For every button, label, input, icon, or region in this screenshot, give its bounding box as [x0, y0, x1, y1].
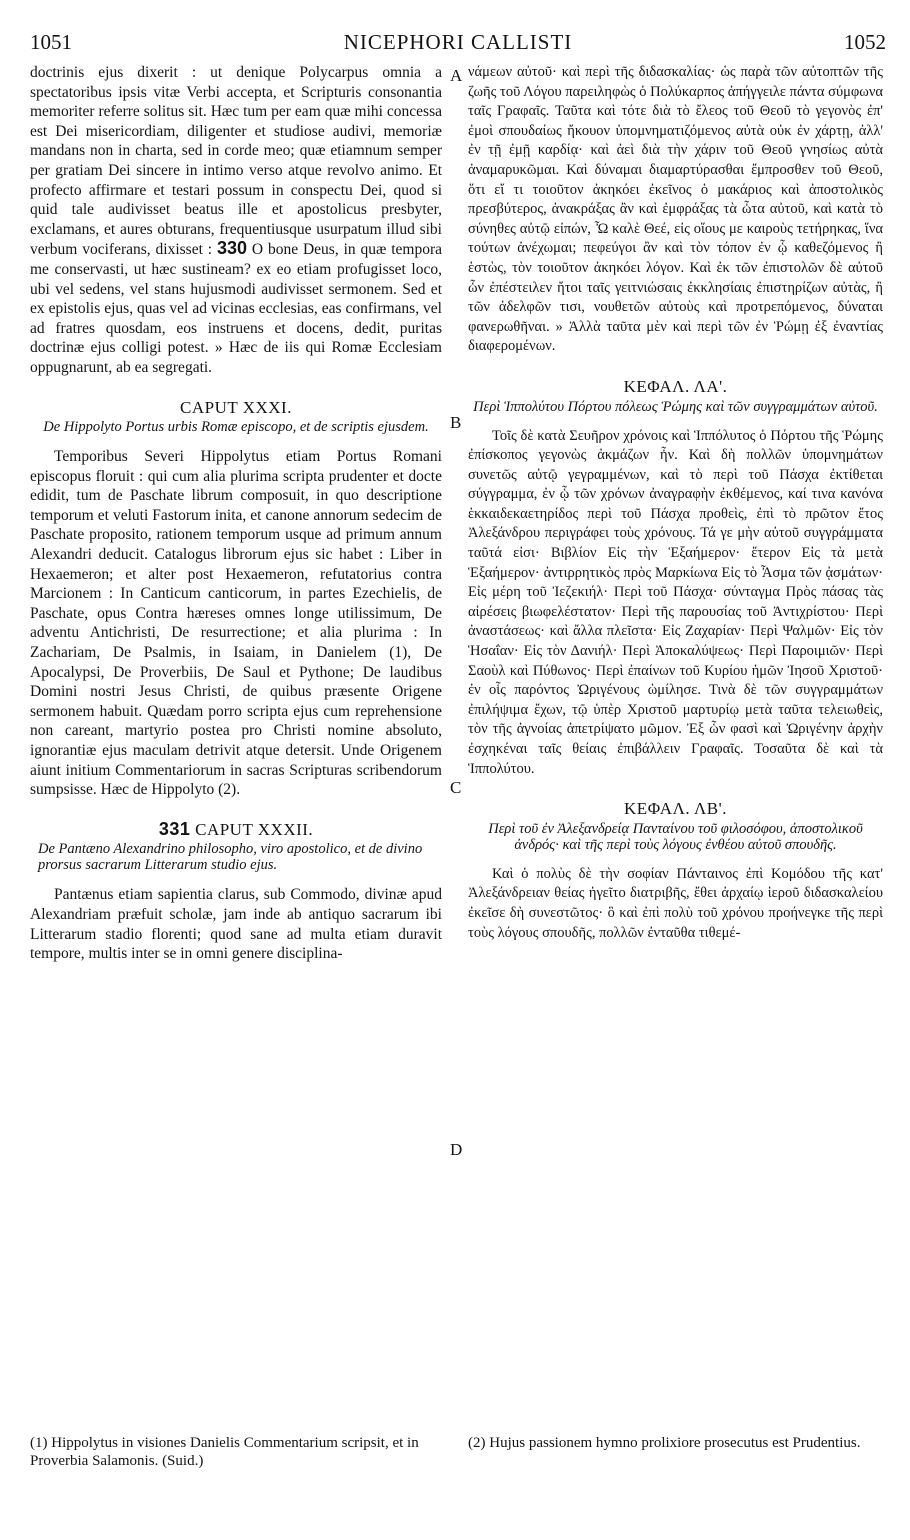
latin-text: O bone Deus, in quæ tempora me conservasti, ut hæc sustineam? ex eo etiam profugisset loco, ubi vel sedens, vel stans hujusmodi audivisset sermonem. Sed et ex epistolis ejus, quas vel ad vicinas ecclesias, eas confirmans, vel ad fratres quosdam, eos instruens et docens, dedit, puritas doctrinæ ejus colligi potest. » Hæc de iis qui Romæ Ecclesiam oppugnarunt, ab ea segregati.	[30, 241, 443, 376]
paragraph-number: 331	[158, 818, 191, 839]
chapter-heading: ΚΕΦΑΛ. ΛΑ'.	[623, 376, 728, 396]
latin-text: doctrinis ejus dixerit : ut denique Polycarpus omnia a spectatoribus ipsis vitæ Verbi accepta, et Scripturis consonantia memoriter referre solitus sit. Hæc tum per eam quæ mihi concessa est Dei misericordiam, diligenter et studiose audivi, memoriæ mandans non in charta, sed in corde meo; quæ etiamnum semper per gratiam Dei sincere in intimo verso atque revolvo animo. Et profecto affirmare et testari possum in conspectu Dei, quod si quid tale audivisset beatus ille et apostolicus presbyter, exclamans, et aures obturans, frequentiusque usurpatum illud sibi verbum vociferans, dixisset :	[30, 64, 442, 259]
footnote-left: (1) Hippolytus in visiones Danielis Commentarium scripsit, et in Proverbia Salamonis. (Suid.)	[30, 1435, 419, 1469]
chapter-heading: ΚΕΦΑΛ. ΛΒ'.	[624, 799, 727, 819]
chapter-subtitle: De Pantæno Alexandrino philosopho, viro apostolico, et de divino prorsus sacrarum Litterarum studio ejus.	[38, 841, 423, 874]
latin-paragraph: Temporibus Severi Hippolytus etiam Portus Romani episcopus floruit : qui cum alia plurima scripta prudenter et docte edidit, tum de Paschate librum composuit, in quo descriptione temporum et veluti Fastorum inita, et canone annorum sedecim de Paschate proposito, rationem temporum usque ad primum annum Alexandri deducit. Catalogus librorum ejus sic habet : Liber in Hexaemeron; et alter post Hexaemeron, refutatorius contra Marcionem : In Canticum canticorum, in partes Ezechielis, de Paschate, opus Contra hæreses omnes longe utilissimum, De adventu Antichristi, De resurrectione; et alia plurima : In Zachariam, De Psalmis, in Isaiam, in Danielem (1), De Apocalypsi, De Proverbiis, De Saul et Pythone; De laudibus Domini nostri Jesus Christi, de quibus præsente Origene sermonem habuit. Quædam porro scripta ejus cum reprehensione non careant, martyrio postea pro Christi nomine absoluto, ignorantiæ ejus maculam detrivit atque detersit. Unde Origenem aiunt initium Commentariorum in sacras Scripturas scribendorum sumpsisse. Hæc de Hippolyto (2).	[30, 448, 442, 799]
greek-paragraph: Καὶ ὁ πολὺς δὲ τὴν σοφίαν Πάνταινος ἐπὶ Κομόδου τῆς κατ' Ἀλεξάνδρειαν θείας ἡγεῖτο διατριβῆς, ἔθει ἀρχαίῳ ἱεροῦ διδασκαλείου ἐκεῖσε δὴ συνεστῶτος· ὃ καὶ ἐπὶ πολὺ τοῦ χρόνου προήνεγκε τῆς περὶ τοὺς λόγους σπουδῆς, πολλῶν ἐνταῦθα τιθεμέ-	[468, 865, 883, 941]
chapter-subtitle: Περὶ τοῦ ἐν Ἀλεξανδρείᾳ Πανταίνου τοῦ φιλοσόφου, ἀποστολικοῦ ἀνδρός· καὶ τῆς περὶ τοὺς λόγους ἐνθέου αὐτοῦ σπουδῆς.	[488, 820, 863, 853]
margin-letter: D	[450, 1140, 463, 1159]
margin-letter: C	[450, 778, 462, 797]
page-number-left: 1051	[30, 30, 72, 54]
greek-paragraph: Τοῖς δὲ κατὰ Σευῆρον χρόνοις καὶ Ἱππόλυτος ὁ Πόρτου τῆς Ῥώμης ἐπίσκοπος γεγονὼς ἀκμάζων ἦν. Καὶ δὴ πολλῶν ὑπομνημάτων συνετῶς αὐτῷ γεγραμμένων, καὶ τὸ περὶ τοῦ Πάσχα ἐκτίθεται σύγγραμμα, ἐν ᾧ τῶν χρόνων ἀναγραφὴν ἐκθέμενος, καί τινα κανόνα ἑκκαιδεκαετηρίδος περὶ τοῦ Πάσχα προθεὶς, ἐπὶ τὸ πρῶτον ἔτος Ἀλεξάνδρου περιγράφει τοὺς χρόνους. Τά γε μὴν αὐτοῦ συγγράμματα ταῦτά εἰσι· Βιβλίον Εἰς τὴν Ἑξαήμερον· ἕτερον Εἰς τὰ μετὰ Ἑξαήμερον· ἀντιρρητικὸς πρὸς Μαρκίωνα Εἰς τὸ Ἆσμα τῶν ᾀσμάτων· Εἰς μέρη τοῦ Ἰεζεκιήλ· Περὶ τοῦ Πάσχα· σύνταγμα Πρὸς πάσας τὰς αἱρέσεις βιωφελέστατον· Περὶ τῆς παρουσίας τοῦ Ἀντιχρίστου· Περὶ ἀναστάσεως· καὶ ἄλλα πλεῖστα· Εἰς Ζαχαρίαν· Περὶ Ψαλμῶν· Εἰς τὸν Ἡσαΐαν· Εἰς τὸν Δανιήλ· Περὶ Ἀποκαλύψεως· Περὶ Παροιμιῶν· Περὶ Σαοὺλ καὶ Πύθωνος· Περὶ ἐπαίνων τοῦ Κυρίου ἡμῶν Ἰησοῦ Χριστοῦ· ἐν οἷς παρόντος Ὠριγένους ὡμίλησε. Τινὰ δὲ τῶν συγγραμμάτων ἐπιλήψιμα ἔχων, τῷ ὑπὲρ Χριστοῦ μαρτυρίῳ μετὰ ταῦτα τελειωθεὶς, τὸν τῆς ἀγνοίας ἀπετρίψατο μῶμον. Ἐξ ὧν φασὶ καὶ Ὠριγένην ἀρχὴν ἐσχηκέναι ταῖς θείαις ἐπιβάλλειν Γραφαῖς. Τοσαῦτα δὲ καὶ τὰ Ἱππολύτου.	[468, 427, 883, 777]
running-title: NICEPHORI CALLISTI	[343, 30, 573, 54]
chapter-heading: CAPUT XXXI.	[180, 397, 292, 417]
margin-letter: A	[450, 66, 463, 85]
page-number-right: 1052	[844, 30, 886, 54]
footnote-right: (2) Hujus passionem hymno prolixiore prosecutus est Prudentius.	[468, 1435, 861, 1451]
paragraph-number: 330	[216, 238, 248, 259]
chapter-subtitle: Περὶ Ἱππολύτου Πόρτου πόλεως Ῥώμης καὶ τῶν συγγραμμάτων αὐτοῦ.	[473, 398, 878, 415]
chapter-heading	[30, 820, 442, 840]
chapter-heading-text: CAPUT XXXII.	[195, 819, 314, 839]
running-header	[30, 30, 886, 64]
latin-column	[30, 63, 442, 964]
margin-letter: B	[450, 413, 462, 432]
latin-paragraph	[30, 63, 442, 378]
chapter-subtitle: De Hippolyto Portus urbis Romæ episcopo, et de scriptis ejusdem.	[43, 419, 429, 436]
latin-paragraph: Pantænus etiam sapientia clarus, sub Commodo, divinæ apud Alexandriam præfuit scholæ, jam inde ab antiquo sacrarum ibi Litterarum stadio florenti; quod sane ad multa etiam duravit tempore, multis inter se in omni genere disciplina-	[30, 886, 442, 963]
greek-paragraph: νάμεων αὐτοῦ· καὶ περὶ τῆς διδασκαλίας· ὡς παρὰ τῶν αὐτοπτῶν τῆς ζωῆς τοῦ Λόγου παρειληφὼς ὁ Πολύκαρπος ἀπήγγειλε πάντα σύμφωνα ταῖς Γραφαῖς. Ταῦτα καὶ τότε διὰ τὸ ἔλεος τοῦ Θεοῦ τὸ γεγονὸς ἐπ' ἐμοὶ σπουδαίως ἤκουον ὑπομνηματιζόμενος αὐτὰ οὐκ ἐν χάρτῃ, ἀλλ' ἐν τῇ ἐμῇ καρδίᾳ· καὶ ἀεὶ διὰ τὴν χάριν τοῦ Θεοῦ γνησίως αὐτὰ ἀναμαρυκῶμαι. Καὶ δύναμαι διαμαρτύρασθαι ἔμπροσθεν τοῦ Θεοῦ, ὅτι εἴ τι τοιοῦτον ἀκηκόει ἐκεῖνος ὁ μακάριος καὶ ἀποστολικὸς πρεσβύτερος, ἀνακράξας ἂν καὶ ἐμφράξας τὰ ὦτα αὐτοῦ, καὶ κατὰ τὸ σύνηθες αὐτῷ εἰπών, Ὦ καλὲ Θεέ, εἰς οἵους με καιροὺς τετήρηκας, ἵνα τούτων ἀνέχωμαι; πεφεύγοι ἂν καὶ τὸν τόπον ἐν ᾧ καθεζόμενος ἢ ἑστὼς, τὸν τοιοῦτον ἀκηκόει λόγον. Καὶ ἐκ τῶν ἐπιστολῶν δὲ αὐτοῦ ὧν ἐπέστειλεν ἤτοι ταῖς γειτνιώσαις ἐκκλησίαις ἐπιστηρίζων αὐτὰς, ἢ τῶν ἀδελφῶν τισι, νουθετῶν αὐτοὺς καὶ προτρεπόμενος, δύναται φανερωθῆναι. » Ἀλλὰ ταῦτα μὲν καὶ περὶ τῶν ἐν Ῥώμῃ ἐξ ἐναντίας διαφερομένων.	[468, 64, 883, 355]
greek-column	[468, 63, 883, 943]
